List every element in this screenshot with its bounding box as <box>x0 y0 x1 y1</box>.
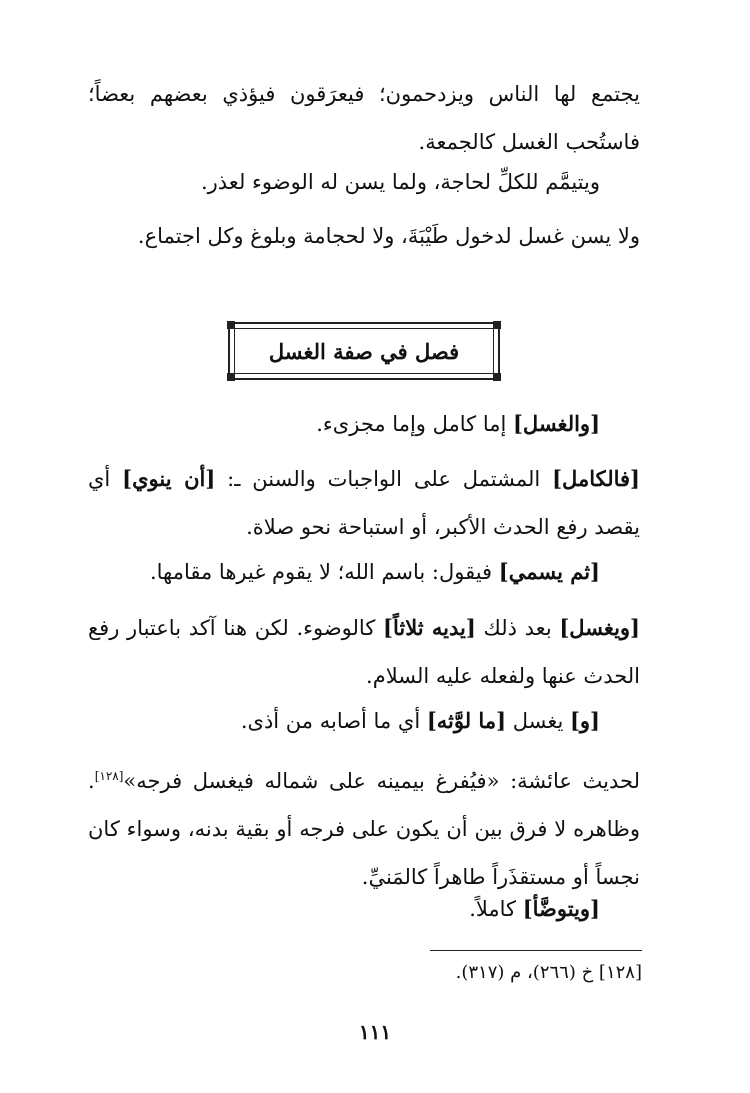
paragraph-4 <box>88 400 600 448</box>
text: بعد ذلك <box>475 616 560 640</box>
section-heading-box <box>228 322 500 380</box>
text: إما كامل وإما مجزىء. <box>316 412 513 436</box>
box-corner <box>493 321 501 329</box>
box-corner <box>227 373 235 381</box>
paragraph-7 <box>88 604 640 700</box>
bold-term: [و] <box>569 708 600 733</box>
box-corner <box>227 321 235 329</box>
paragraph-10 <box>88 885 600 933</box>
footnote: [١٢٨] خ (٢٦٦)، م (٣١٧). <box>455 962 642 983</box>
paragraph-1: يجتمع لها الناس ويزدحمون؛ فيعرَقون فيؤذي بعضهم بعضاً؛ فاستُحب الغسل كالجمعة. <box>88 82 640 154</box>
bold-term: [والغسل] <box>512 411 600 436</box>
bold-term: [ثم يسمي] <box>498 559 600 584</box>
text: يغسل <box>506 709 570 733</box>
bold-term: [ويغسل] <box>559 615 640 640</box>
paragraph-3: ولا يسن غسل لدخول طَيْبَةَ، ولا لحجامة وبلوغ وكل اجتماع. <box>137 224 640 248</box>
paragraph-6 <box>88 548 600 596</box>
text: . وظاهره لا فرق بين أن يكون على فرجه أو بقية بدنه، وسواء كان نجساً أو مستقذَراً طاهراً كالمَنيِّ. <box>88 769 640 889</box>
bold-term: [ما لوَّثه] <box>426 708 507 733</box>
paragraph-9 <box>88 752 640 901</box>
paragraph-8 <box>88 697 600 745</box>
bold-term: [أن ينوي] <box>122 466 216 491</box>
section-heading: فصل في صفة الغسل <box>234 328 494 374</box>
footnote-divider <box>430 950 642 951</box>
bold-term: [ويتوضَّأ] <box>522 896 600 921</box>
text: كاملاً. <box>469 897 523 921</box>
bold-term: [يديه ثلاثاً] <box>383 615 476 640</box>
footnote-ref[interactable]: [١٢٨] <box>94 769 124 783</box>
text: أي يقصد رفع الحدث الأكبر، أو استباحة نحو صلاة. <box>88 467 640 539</box>
paragraph-2: ويتيمَّم للكلِّ لحاجة، ولما يسن له الوضوء لعذر. <box>200 170 600 194</box>
paragraph-5 <box>88 455 640 551</box>
bold-term: [فالكامل] <box>552 466 640 491</box>
text: المشتمل على الواجبات والسنن ـ: <box>215 467 553 491</box>
page-number: ١١١ <box>358 1020 392 1044</box>
text: لحديث عائشة: «فيُفرغ بيمينه على شماله فيغسل فرجه» <box>123 769 640 793</box>
text: كالوضوء. لكن هنا آكد باعتبار رفع الحدث عنها ولفعله عليه السلام. <box>88 616 640 688</box>
text: فيقول: باسم الله؛ لا يقوم غيرها مقامها. <box>149 560 499 584</box>
text: أي ما أصابه من أذى. <box>240 709 427 733</box>
box-corner <box>493 373 501 381</box>
